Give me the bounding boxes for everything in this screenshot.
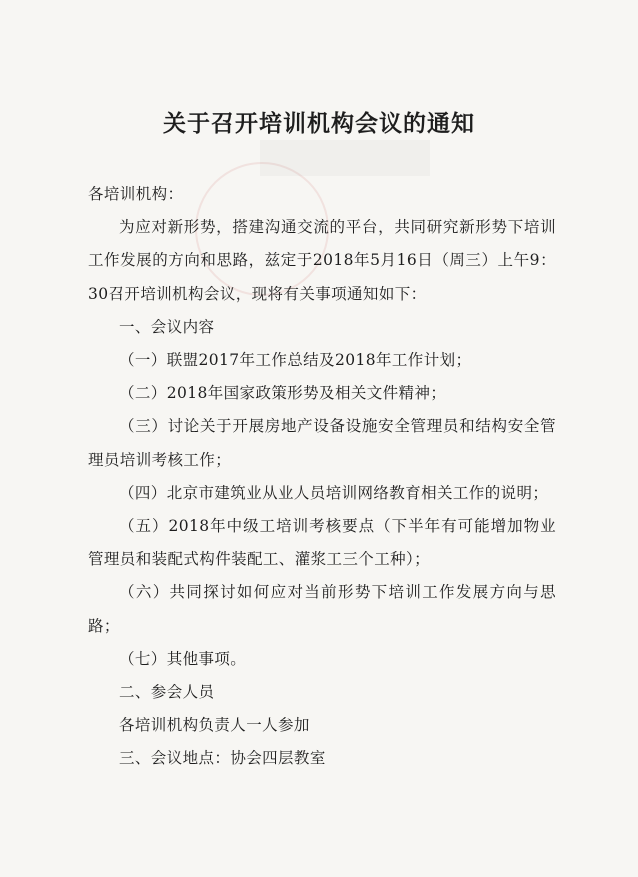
location-text: 协会四层教室 xyxy=(230,749,326,768)
location-line xyxy=(88,742,556,775)
content-item: （四）北京市建筑业从业人员培训网络教育相关工作的说明； xyxy=(119,483,549,502)
content-item: （二）2018年国家政策形势及相关文件精神； xyxy=(119,384,447,403)
salutation: 各培训机构： xyxy=(88,185,184,203)
section-heading-location: 三、会议地点： xyxy=(119,749,231,768)
document-title: 关于召开培训机构会议的通知 xyxy=(163,110,475,137)
attendees-text: 各培训机构负责人一人参加 xyxy=(119,716,310,735)
section-heading-attendees: 二、参会人员 xyxy=(119,683,215,702)
document-body xyxy=(88,178,556,776)
section-heading-content: 一、会议内容 xyxy=(119,317,215,336)
intro-paragraph: 为应对新形势，搭建沟通交流的平台，共同研究新形势下培训工作发展的方向和思路，兹定于2018年5月16日（周三）上午9：30召开培训机构会议，现将有关事项通知如下： xyxy=(88,218,556,303)
content-item: （七）其他事项。 xyxy=(119,649,247,668)
content-item: （三）讨论关于开展房地产设备设施安全管理员和结构安全管理员培训考核工作； xyxy=(88,417,556,469)
show-through-mark xyxy=(260,140,430,176)
content-item: （五）2018年中级工培训考核要点（下半年有可能增加物业管理员和装配式构件装配工、灌浆工三个工种）； xyxy=(88,517,556,569)
content-item: （六）共同探讨如何应对当前形势下培训工作发展方向与思路； xyxy=(88,583,556,635)
content-item: （一）联盟2017年工作总结及2018年工作计划； xyxy=(119,351,472,370)
